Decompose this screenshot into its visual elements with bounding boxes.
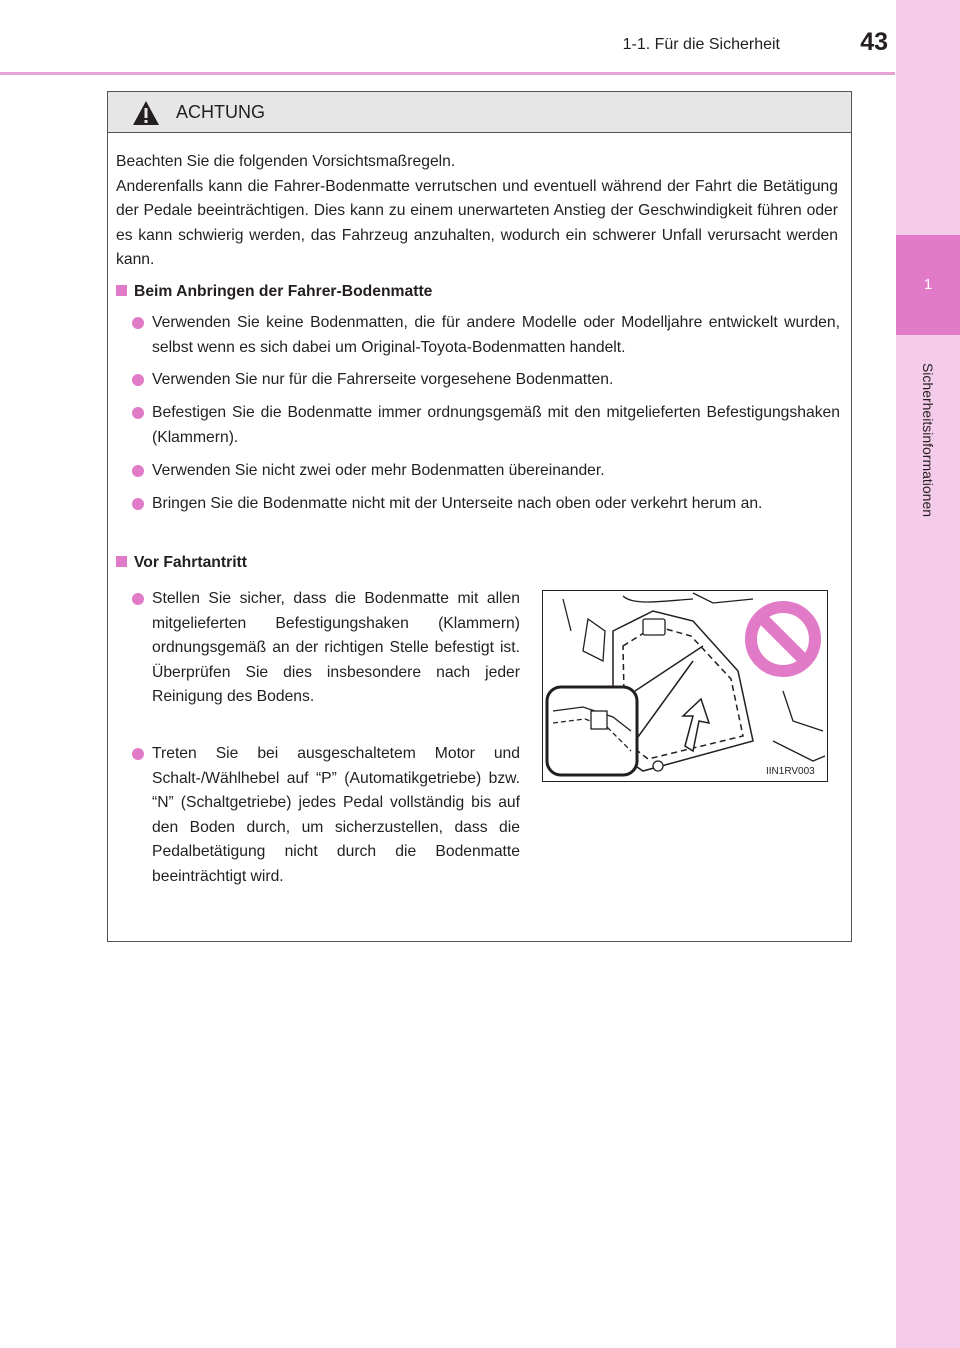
list-item (132, 368, 840, 393)
list-item (132, 742, 520, 889)
bullet-dot-icon (132, 498, 144, 510)
list-item-text: Verwenden Sie keine Bodenmatten, die für andere Modelle oder Modelljahre entwickelt wurden, selbst wenn es sich dabei um Original-Toyota-Bodenmatten handelt. (152, 314, 840, 356)
list-item (132, 492, 840, 517)
bullet-dot-icon (132, 407, 144, 419)
page-number: 43 (860, 28, 888, 56)
section-heading-2 (116, 554, 247, 572)
illustration-code: IIN1RV003 (766, 766, 815, 777)
floor-mat-drawing (543, 591, 827, 781)
floor-mat-illustration (542, 590, 828, 782)
list-item (132, 587, 520, 710)
bullet-dot-icon (132, 748, 144, 760)
section-heading-1-text: Beim Anbringen der Fahrer-Bodenmatte (134, 283, 433, 300)
list-item-text: Stellen Sie sicher, dass die Bodenmatte mit allen mitgelieferten Befestigungshaken (Klammern) ordnungsgemäß an der richtigen Stelle befestigt ist. Überprüfen Sie dies insbesondere nach jeder Reinigung des Bodens. (152, 590, 520, 705)
bullet-dot-icon (132, 465, 144, 477)
section-heading-1 (116, 283, 432, 301)
header-rule (0, 72, 895, 75)
list-item-text: Bringen Sie die Bodenmatte nicht mit der Unterseite nach oben oder verkehrt herum an. (152, 495, 763, 512)
list-item-text: Befestigen Sie die Bodenmatte immer ordnungsgemäß mit den mitgelieferten Befestigungshaken (Klammern). (152, 404, 840, 446)
list-item (132, 459, 840, 484)
warning-header (108, 92, 851, 133)
section-title: 1-1. Für die Sicherheit (622, 36, 780, 53)
warning-triangle-icon (132, 100, 160, 126)
intro-line-1: Beachten Sie die folgenden Vorsichtsmaßregeln. (116, 153, 456, 170)
list-item-text: Verwenden Sie nicht zwei oder mehr Bodenmatten übereinander. (152, 462, 605, 479)
square-bullet-icon (116, 285, 127, 296)
bullet-dot-icon (132, 593, 144, 605)
chapter-number: 1 (923, 276, 933, 293)
intro-line-2: Anderenfalls kann die Fahrer-Bodenmatte verrutschen und eventuell während der Fahrt die Betätigung der Pedale beeinträchtigen. Dies kann zu einem unerwarteten Anstieg der Geschwindigkeit führen oder es kann schwierig werden, das Fahrzeug anzuhalten, wodurch ein schwerer Unfall verursacht werden kann. (116, 177, 838, 268)
bullet-dot-icon (132, 374, 144, 386)
warning-intro (116, 150, 838, 273)
list-item-text: Treten Sie bei ausgeschaltetem Motor und Schalt-/Wählhebel auf “P” (Automatikgetriebe) bzw. “N” (Schaltgetriebe) jedes Pedal vollständig bis auf den Boden durch, um sicherzustellen, dass die Pedalbetätigung nicht durch die Bodenmatte beeinträchtigt wird. (152, 745, 520, 885)
section-heading-2-text: Vor Fahrtantritt (134, 554, 248, 571)
bullet-dot-icon (132, 317, 144, 329)
list-item (132, 401, 840, 450)
square-bullet-icon (116, 556, 127, 567)
list-item (132, 311, 840, 360)
warning-title: ACHTUNG (176, 102, 265, 122)
list-item-text: Verwenden Sie nur für die Fahrerseite vorgesehene Bodenmatten. (152, 371, 614, 388)
chapter-title: Sicherheitsinformationen (920, 362, 936, 518)
chapter-side-tab (896, 0, 960, 1348)
